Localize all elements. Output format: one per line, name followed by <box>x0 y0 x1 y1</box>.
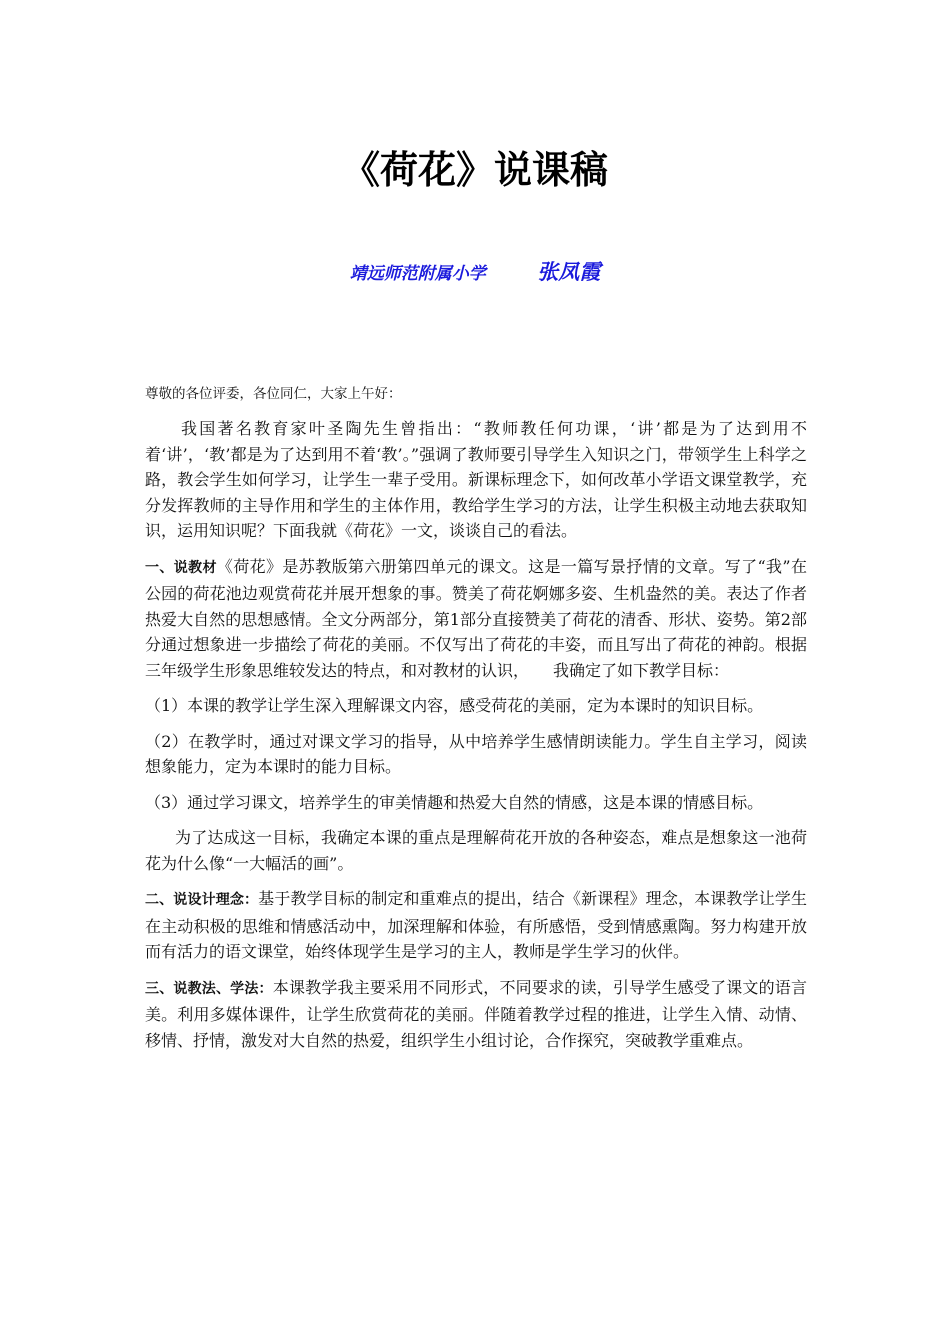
section-2-heading: 二、说设计理念： <box>145 892 259 908</box>
document-body <box>145 380 807 1063</box>
section-2-body: 基于教学目标的制定和重难点的提出，结合《新课程》理念，本课教学让学生在主动积极的思维和情感活动中，加深理解和体验，有所感悟，受到情感熏陶。努力构建开放而有活力的语文课堂，始终体现学生是学习的主人，教师是学生学习的伙伴。 <box>145 889 807 961</box>
section-1-heading: 一、说教材 <box>145 559 217 576</box>
section-3-heading: 三、说教法、学法： <box>145 980 273 997</box>
intro-paragraph: 我国著名教育家叶圣陶先生曾指出：“教师教任何功课，‘讲’都是为了达到用不着‘讲’，‘教’都是为了达到用不着‘教’。”强调了教师要引导学生入知识之门，带领学生上科学之路，教会学生如何学习，让学生一辈子受用。新课标理念下，如何改革小学语文课堂教学，充分发挥教师的主导作用和学生的主体作用，教给学生学习的方法，让学生积极主动地去获取知识，运用知识呢？下面我就《荷花》一文，谈谈自己的看法。 <box>145 419 807 540</box>
section-1-paragraph <box>145 554 807 684</box>
greeting: 尊敬的各位评委，各位同仁，大家上午好： <box>145 386 402 402</box>
goal-1-paragraph: （1）本课的教学让学生深入理解课文内容，感受荷花的美丽，定为本课时的知识目标。 <box>145 696 764 715</box>
section-1-body: 《荷花》是苏教版第六册第四单元的课文。这是一篇写景抒情的文章。写了“我”在公园的荷花池边观赏荷花并展开想象的事。赞美了荷花婀娜多姿、生机盎然的美。表达了作者热爱大自然的思想感情。全文分两部分，第1部分直接赞美了荷花的清香、形状、姿势。第2部分通过想象进一步描绘了荷花的美丽。不仅写出了荷花的丰姿，而且写出了荷花的神韵。根据三年级学生形象思维较发达的特点，和对教材的认识， 我确定了如下教学目标： <box>145 556 807 680</box>
author-line <box>0 256 950 290</box>
section-3-body: 本课教学我主要采用不同形式，不同要求的读，引导学生感受了课文的语言美。利用多媒体课件，让学生欣赏荷花的美丽。伴随着教学过程的推进，让学生入情、动情、移情、抒情，激发对大自然的热爱，组织学生小组讨论，合作探究，突破教学重难点。 <box>145 977 807 1050</box>
author-school: 靖远师范附属小学 <box>349 264 486 284</box>
focus-paragraph: 为了达成这一目标，我确定本课的重点是理解荷花开放的各种姿态，难点是想象这一池荷花为什么像“一大幅活的画”。 <box>145 828 807 873</box>
goal-3-paragraph: （3）通过学习课文，培养学生的审美情趣和热爱大自然的情感，这是本课的情感目标。 <box>145 792 764 812</box>
goal-2-paragraph: （2）在教学时，通过对课文学习的指导，从中培养学生感情朗读能力。学生自主学习，阅读想象能力，定为本课时的能力目标。 <box>145 731 807 776</box>
section-2-paragraph <box>145 886 807 965</box>
author-name: 张凤霞 <box>537 260 601 284</box>
section-3-paragraph <box>145 975 807 1054</box>
document-title: 《荷花》说课稿 <box>341 148 608 192</box>
